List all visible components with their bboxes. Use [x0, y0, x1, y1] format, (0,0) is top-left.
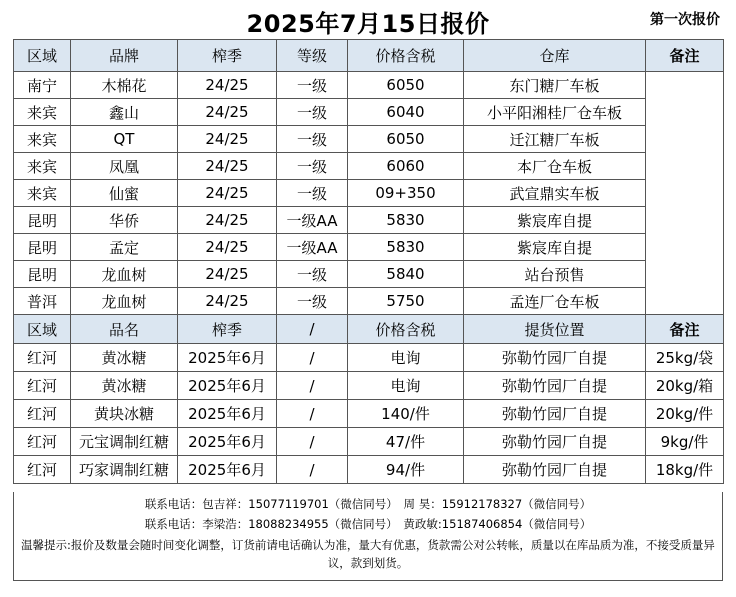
cell-brand: 龙血树 — [71, 288, 178, 315]
cell-region: 普洱 — [14, 288, 71, 315]
table-row — [14, 372, 724, 400]
header-grade: 等级 — [277, 40, 348, 72]
cell-remark: 18kg/件 — [646, 456, 724, 484]
cell-price: 140/件 — [348, 400, 464, 428]
cell-price: 6040 — [348, 99, 464, 126]
cell-brand: 凤凰 — [71, 153, 178, 180]
table-row — [14, 153, 724, 180]
cell-product: 黄冰糖 — [71, 344, 178, 372]
cell-season: 24/25 — [178, 153, 277, 180]
cell-remark: 20kg/箱 — [646, 372, 724, 400]
cell-region: 来宾 — [14, 180, 71, 207]
footer-box — [13, 492, 723, 581]
cell-price: 5750 — [348, 288, 464, 315]
header-region: 区域 — [14, 40, 71, 72]
table-row — [14, 428, 724, 456]
cell-brand: 孟定 — [71, 234, 178, 261]
cell-price: 6060 — [348, 153, 464, 180]
cell-brand: 木棉花 — [71, 72, 178, 99]
header-remark: 备注 — [646, 315, 724, 344]
table-row — [14, 344, 724, 372]
cell-region: 来宾 — [14, 153, 71, 180]
table-row — [14, 456, 724, 484]
cell-slash: / — [277, 344, 348, 372]
table-row — [14, 288, 724, 315]
cell-remark — [646, 72, 724, 315]
header-remark: 备注 — [646, 40, 724, 72]
notice-text: 温馨提示:报价及数量会随时间变化调整，订货前请电话确认为准，量大有优惠，货款需公对公转帐，质量以在库品质为准，不接受质量异议，款到划货。 — [21, 538, 715, 570]
price-table — [13, 39, 724, 484]
cell-region: 红河 — [14, 372, 71, 400]
contact-line: 联系电话：包吉祥：15077119701（微信同号） 周 昊：15912178327（微信同号） — [144, 497, 592, 511]
cell-brand: 龙血树 — [71, 261, 178, 288]
cell-season: 2025年6月 — [178, 428, 277, 456]
cell-brand: QT — [71, 126, 178, 153]
cell-warehouse: 迁江糖厂车板 — [464, 126, 646, 153]
cell-season: 2025年6月 — [178, 400, 277, 428]
table-row — [14, 99, 724, 126]
cell-grade: 一级AA — [277, 234, 348, 261]
header-season: 榨季 — [178, 40, 277, 72]
cell-warehouse: 紫宸库自提 — [464, 234, 646, 261]
cell-region: 昆明 — [14, 261, 71, 288]
cell-season: 2025年6月 — [178, 456, 277, 484]
cell-warehouse: 孟连厂仓车板 — [464, 288, 646, 315]
cell-region: 南宁 — [14, 72, 71, 99]
cell-brand: 仙蜜 — [71, 180, 178, 207]
cell-season: 24/25 — [178, 180, 277, 207]
cell-price: 09+350 — [348, 180, 464, 207]
table2-header-row — [14, 315, 724, 344]
cell-product: 黄冰糖 — [71, 372, 178, 400]
cell-price: 6050 — [348, 72, 464, 99]
table-row — [14, 126, 724, 153]
cell-pickup-location: 弥勒竹园厂自提 — [464, 456, 646, 484]
header-pickup-location: 提货位置 — [464, 315, 646, 344]
table-row — [14, 72, 724, 99]
quote-round-label: 第一次报价 — [650, 12, 720, 28]
table-row — [14, 261, 724, 288]
cell-warehouse: 小平阳湘桂厂仓车板 — [464, 99, 646, 126]
cell-slash: / — [277, 456, 348, 484]
cell-region: 红河 — [14, 428, 71, 456]
cell-region: 红河 — [14, 456, 71, 484]
cell-price: 94/件 — [348, 456, 464, 484]
cell-grade: 一级 — [277, 126, 348, 153]
cell-season: 24/25 — [178, 261, 277, 288]
table-row — [14, 180, 724, 207]
header-slash: / — [277, 315, 348, 344]
cell-pickup-location: 弥勒竹园厂自提 — [464, 428, 646, 456]
cell-brand: 鑫山 — [71, 99, 178, 126]
header-price: 价格含税 — [348, 40, 464, 72]
cell-season: 24/25 — [178, 72, 277, 99]
cell-slash: / — [277, 400, 348, 428]
header-brand: 品牌 — [71, 40, 178, 72]
cell-product: 元宝调制红糖 — [71, 428, 178, 456]
cell-warehouse: 本厂仓车板 — [464, 153, 646, 180]
cell-region: 红河 — [14, 400, 71, 428]
cell-remark: 20kg/件 — [646, 400, 724, 428]
cell-region: 来宾 — [14, 99, 71, 126]
cell-season: 2025年6月 — [178, 344, 277, 372]
cell-pickup-location: 弥勒竹园厂自提 — [464, 344, 646, 372]
cell-season: 2025年6月 — [178, 372, 277, 400]
header-warehouse: 仓库 — [464, 40, 646, 72]
cell-grade: 一级 — [277, 261, 348, 288]
header-product: 品名 — [71, 315, 178, 344]
cell-season: 24/25 — [178, 288, 277, 315]
cell-grade: 一级 — [277, 72, 348, 99]
table-row — [14, 234, 724, 261]
cell-remark: 25kg/袋 — [646, 344, 724, 372]
cell-pickup-location: 弥勒竹园厂自提 — [464, 372, 646, 400]
cell-product: 巧家调制红糖 — [71, 456, 178, 484]
cell-slash: / — [277, 428, 348, 456]
cell-price: 电询 — [348, 372, 464, 400]
cell-grade: 一级 — [277, 180, 348, 207]
cell-grade: 一级 — [277, 288, 348, 315]
cell-brand: 华侨 — [71, 207, 178, 234]
cell-pickup-location: 弥勒竹园厂自提 — [464, 400, 646, 428]
cell-grade: 一级 — [277, 153, 348, 180]
table-row — [14, 400, 724, 428]
table-row — [14, 207, 724, 234]
contact-line: 联系电话：李梁浩：18088234955（微信同号） 黄政敏:15187406854（微信同号） — [144, 517, 592, 531]
cell-region: 昆明 — [14, 234, 71, 261]
header-season: 榨季 — [178, 315, 277, 344]
cell-price: 电询 — [348, 344, 464, 372]
cell-region: 来宾 — [14, 126, 71, 153]
contact-info — [14, 494, 722, 534]
cell-region: 红河 — [14, 344, 71, 372]
page-title: 2025年7月15日报价 — [246, 10, 490, 38]
header-price: 价格含税 — [348, 315, 464, 344]
cell-grade: 一级AA — [277, 207, 348, 234]
cell-warehouse: 武宣鼎实车板 — [464, 180, 646, 207]
cell-grade: 一级 — [277, 99, 348, 126]
cell-price: 5830 — [348, 207, 464, 234]
cell-season: 24/25 — [178, 126, 277, 153]
table1-header-row — [14, 40, 724, 72]
cell-remark: 9kg/件 — [646, 428, 724, 456]
cell-price: 6050 — [348, 126, 464, 153]
cell-price: 5840 — [348, 261, 464, 288]
cell-warehouse: 东门糖厂车板 — [464, 72, 646, 99]
cell-region: 昆明 — [14, 207, 71, 234]
cell-price: 47/件 — [348, 428, 464, 456]
cell-price: 5830 — [348, 234, 464, 261]
cell-season: 24/25 — [178, 234, 277, 261]
cell-warehouse: 紫宸库自提 — [464, 207, 646, 234]
cell-slash: / — [277, 372, 348, 400]
cell-season: 24/25 — [178, 207, 277, 234]
cell-season: 24/25 — [178, 99, 277, 126]
header-region: 区域 — [14, 315, 71, 344]
cell-product: 黄块冰糖 — [71, 400, 178, 428]
cell-warehouse: 站台预售 — [464, 261, 646, 288]
